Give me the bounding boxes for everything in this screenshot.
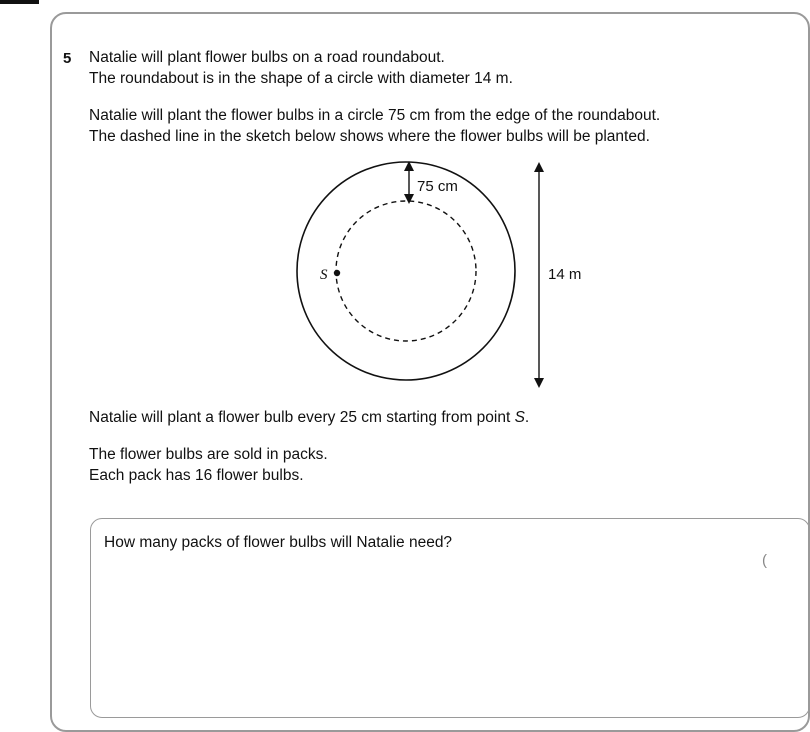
question-number: 5 bbox=[63, 50, 72, 67]
intro-line-2: The roundabout is in the shape of a circle with diameter 14 m. bbox=[89, 70, 513, 87]
marks-bracket: ( bbox=[762, 552, 767, 569]
plant-line-1: Natalie will plant the flower bulbs in a circle 75 cm from the edge of the roundabout. bbox=[89, 107, 661, 124]
point-s-label: S bbox=[320, 267, 328, 283]
point-s-dot bbox=[334, 270, 340, 276]
diameter-label: 14 m bbox=[548, 266, 582, 283]
spacing-text: Natalie will plant a flower bulb every 25 cm starting from point bbox=[89, 409, 515, 426]
answer-prompt: How many packs of flower bulbs will Natalie need? bbox=[104, 534, 453, 551]
plant-line-2: The dashed line in the sketch below shows where the flower bulbs will be planted. bbox=[89, 128, 650, 145]
spacing-line bbox=[89, 408, 529, 428]
roundabout-circle bbox=[297, 162, 515, 380]
packs-line-1: The flower bulbs are sold in packs. bbox=[89, 446, 328, 463]
spacing-point: S bbox=[514, 409, 525, 426]
packs-line-2: Each pack has 16 flower bulbs. bbox=[89, 467, 304, 484]
roundabout-sketch bbox=[290, 155, 582, 390]
corner-bar bbox=[0, 0, 39, 4]
spacing-end: . bbox=[524, 409, 530, 426]
gap-label: 75 cm bbox=[417, 178, 458, 195]
planting-circle bbox=[336, 201, 476, 341]
intro-line-1: Natalie will plant flower bulbs on a road roundabout. bbox=[89, 49, 445, 66]
